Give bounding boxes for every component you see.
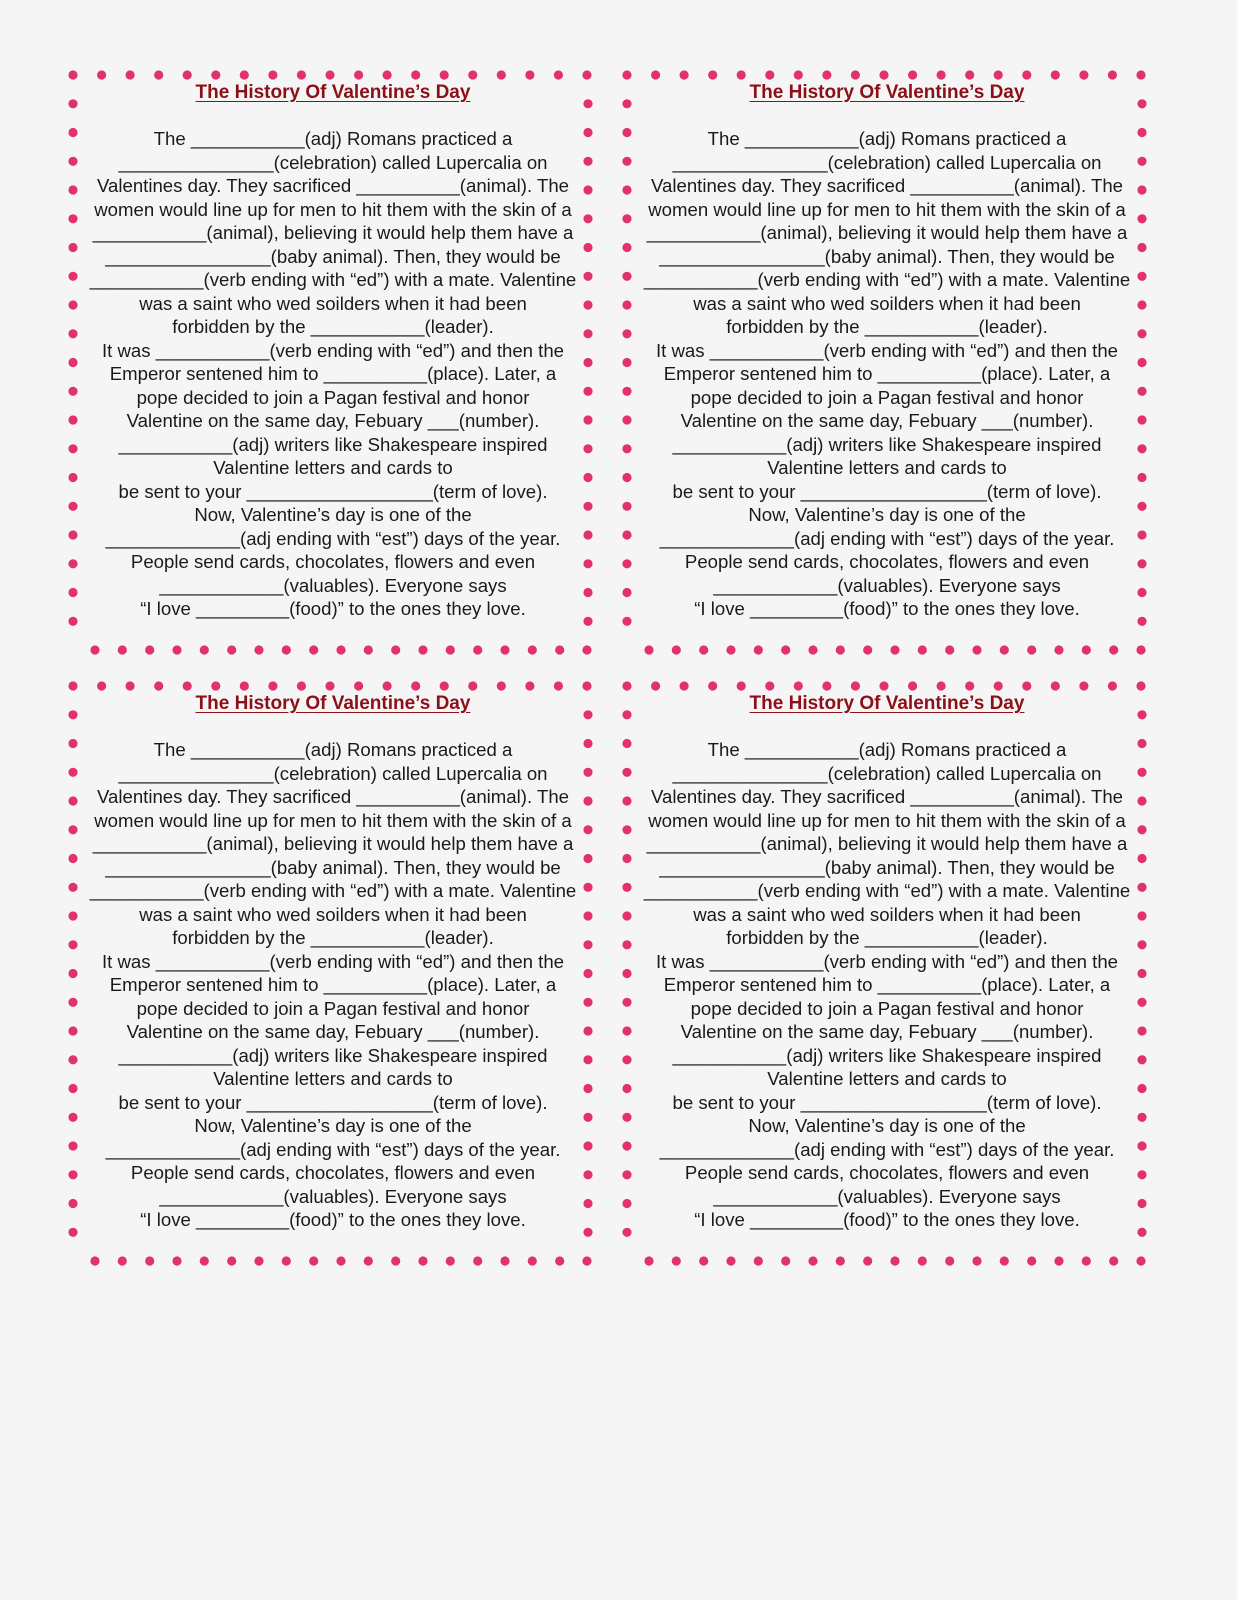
border-dot [965,681,974,690]
border-dot [1027,645,1036,654]
border-dot [309,645,318,654]
text-line: Valentine letters and cards to [213,1068,453,1089]
text-line: ___________(animal), believing it would help them have a [646,833,1128,854]
text-line: _____________(adj ending with “est”) days of the year. [659,1138,1115,1160]
border-dot [918,645,927,654]
border-dot [473,1256,482,1265]
border-dot [972,645,981,654]
border-dot [555,1256,564,1265]
border-dot [1082,645,1091,654]
border-dot [781,645,790,654]
text-line: Now, Valentine’s day is one of the [748,1115,1026,1136]
border-dot [863,1256,872,1265]
border-dot [794,70,803,79]
text-line: Valentines day. They sacrificed __________(animal). The [650,786,1123,807]
text-line: women would line up for men to hit them with the skin of a [648,809,1126,831]
border-dot [879,70,888,79]
text-line: Valentines day. They sacrificed __________(animal). The [96,175,569,196]
border-dot [154,681,163,690]
border-dot [1136,70,1145,79]
border-dot [765,681,774,690]
text-line: People send cards, chocolates, flowers and even [130,1162,536,1183]
border-dot [126,70,135,79]
border-dot [863,645,872,654]
border-dot [354,681,363,690]
card-title: The History Of Valentine’s Day [195,693,471,714]
border-dot [383,70,392,79]
border-dot [765,70,774,79]
card-body [624,127,1150,621]
text-line: forbidden by the ___________(leader). [726,316,1048,337]
text-line: women would line up for men to hit them with the skin of a [94,809,572,831]
border-dot [672,1256,681,1265]
border-dot [254,645,263,654]
border-dot [836,1256,845,1265]
border-dot [1079,681,1088,690]
border-dot [525,70,534,79]
text-line: pope decided to join a Pagan festival and honor [690,386,1084,408]
border-dot [497,70,506,79]
border-dot [1079,70,1088,79]
border-dot [528,645,537,654]
border-dot [282,1256,291,1265]
text-line: was a saint who wed soilders when it had been [693,292,1081,314]
text-line: Valentine on the same day, Febuary ___(number). [126,410,540,431]
border-dot [945,1256,954,1265]
border-dot [97,70,106,79]
border-dot [1054,1256,1063,1265]
border-dot [582,1256,591,1265]
border-dot [268,70,277,79]
text-line: Now, Valentine’s day is one of the [748,504,1026,525]
border-dot [297,70,306,79]
border-dot [364,1256,373,1265]
text-line: _____________(adj ending with “est”) days of the year. [659,527,1115,549]
border-dot [699,645,708,654]
border-dot [908,681,917,690]
text-line: “I love _________(food)” to the ones they love. [140,598,526,619]
border-dot [440,70,449,79]
text-line: The ___________(adj) Romans practiced a [153,739,513,760]
text-line: pope decided to join a Pagan festival and honor [136,386,530,408]
text-line: It was ___________(verb ending with “ed”) and then the [101,339,565,361]
border-dot [1108,70,1117,79]
border-dot [644,645,653,654]
border-dot [227,645,236,654]
text-line: Valentines day. They sacrificed __________(animal). The [650,175,1123,196]
border-dot [1109,1256,1118,1265]
border-dot [227,1256,236,1265]
border-dot [1027,1256,1036,1265]
border-dot [154,70,163,79]
text-line: pope decided to join a Pagan festival and honor [690,997,1084,1019]
border-dot [309,1256,318,1265]
border-dot [145,1256,154,1265]
text-line: be sent to your __________________(term of love). [672,480,1102,502]
border-dot [808,1256,817,1265]
border-dot [446,1256,455,1265]
border-dot [1109,645,1118,654]
text-line: _______________(celebration) called Lupercalia on [672,762,1102,784]
text-line: ___________(verb ending with “ed”) with a mate. Valentine [89,880,577,901]
text-line: ___________(adj) writers like Shakespeare inspired [118,433,548,455]
text-line: ___________(adj) writers like Shakespeare inspired [672,433,1102,455]
text-line: was a saint who wed soilders when it had been [139,903,527,925]
border-dot [994,70,1003,79]
border-dot [325,681,334,690]
border-dot [1051,70,1060,79]
border-dot [1082,1256,1091,1265]
border-dot [622,70,631,79]
border-dot [254,1256,263,1265]
border-dot [937,681,946,690]
text-line: “I love _________(food)” to the ones they love. [694,598,1080,619]
text-line: Valentine letters and cards to [767,1068,1007,1089]
text-line: Emperor sentened him to __________(place). Later, a [663,974,1111,995]
border-dot [672,645,681,654]
border-dot [446,645,455,654]
border-dot [708,681,717,690]
border-dot [118,1256,127,1265]
border-dot [972,1256,981,1265]
text-line: _______________(celebration) called Lupercalia on [118,151,548,173]
text-line: It was ___________(verb ending with “ed”) and then the [655,339,1119,361]
border-dot [754,1256,763,1265]
text-line: ___________(animal), believing it would help them have a [92,833,574,854]
card-title: The History Of Valentine’s Day [749,82,1025,103]
border-dot [554,70,563,79]
border-dot [737,70,746,79]
border-dot [126,681,135,690]
border-dot [418,1256,427,1265]
border-dot [781,1256,790,1265]
border-dot [1000,1256,1009,1265]
border-dot [794,681,803,690]
border-dot [822,681,831,690]
text-line: ____________(valuables). Everyone says [713,574,1061,596]
text-line: women would line up for men to hit them with the skin of a [648,198,1126,220]
text-line: The ___________(adj) Romans practiced a [153,128,513,149]
text-line: Valentine on the same day, Febuary ___(number). [126,1021,540,1042]
text-line: ___________(verb ending with “ed”) with a mate. Valentine [89,269,577,290]
border-dot [699,1256,708,1265]
border-dot [965,70,974,79]
border-dot [754,645,763,654]
text-line: The ___________(adj) Romans practiced a [707,128,1067,149]
border-dot [97,681,106,690]
text-line: ________________(baby animal). Then, they would be [105,856,561,878]
border-dot [391,1256,400,1265]
border-dot [411,681,420,690]
text-line: Emperor sentened him to __________(place). Later, a [663,363,1111,384]
border-dot [145,645,154,654]
border-dot [440,681,449,690]
text-line: be sent to your __________________(term of love). [672,1091,1102,1113]
text-line: Valentine letters and cards to [213,457,453,478]
worksheet-card-top-right [622,70,1152,662]
border-dot [1136,645,1145,654]
text-line: _______________(celebration) called Lupercalia on [672,151,1102,173]
border-dot [994,681,1003,690]
text-line: women would line up for men to hit them with the skin of a [94,198,572,220]
text-line: ____________(valuables). Everyone says [159,1185,507,1207]
text-line: _____________(adj ending with “est”) days of the year. [105,1138,561,1160]
text-line: ________________(baby animal). Then, they would be [659,245,1115,267]
border-dot [200,645,209,654]
text-line: People send cards, chocolates, flowers and even [130,551,536,572]
border-dot [1022,681,1031,690]
worksheet-card-bottom-left [68,681,598,1273]
border-dot [391,645,400,654]
text-line: forbidden by the ___________(leader). [726,927,1048,948]
text-line: It was ___________(verb ending with “ed”) and then the [101,950,565,972]
border-dot [644,1256,653,1265]
worksheet-card-bottom-right [622,681,1152,1273]
border-dot [68,681,77,690]
border-dot [879,681,888,690]
border-dot [172,645,181,654]
text-line: ____________(valuables). Everyone says [159,574,507,596]
text-line: Now, Valentine’s day is one of the [194,1115,472,1136]
border-dot [500,1256,509,1265]
border-dot [1108,681,1117,690]
card-title: The History Of Valentine’s Day [195,82,471,103]
border-dot [851,70,860,79]
border-dot [354,70,363,79]
border-dot [211,681,220,690]
text-line: ________________(baby animal). Then, they would be [659,856,1115,878]
border-dot [651,681,660,690]
text-line: ___________(animal), believing it would help them have a [92,222,574,243]
border-dot [708,70,717,79]
text-line: It was ___________(verb ending with “ed”) and then the [655,950,1119,972]
border-dot [497,681,506,690]
border-dot [468,70,477,79]
border-dot [890,1256,899,1265]
text-line: Valentine letters and cards to [767,457,1007,478]
worksheet-card-top-left [68,70,598,662]
text-line: ____________(valuables). Everyone says [713,1185,1061,1207]
border-dot [726,1256,735,1265]
border-dot [908,70,917,79]
text-line: Valentine on the same day, Febuary ___(number). [680,410,1094,431]
border-dot [582,645,591,654]
border-dot [364,645,373,654]
border-dot [528,1256,537,1265]
text-line: The ___________(adj) Romans practiced a [707,739,1067,760]
border-dot [582,70,591,79]
border-dot [1136,1256,1145,1265]
text-line: _____________(adj ending with “est”) days of the year. [105,527,561,549]
border-dot [890,645,899,654]
border-dot [555,645,564,654]
border-dot [651,70,660,79]
border-dot [822,70,831,79]
border-dot [680,681,689,690]
text-line: Valentines day. They sacrificed __________(animal). The [96,786,569,807]
border-dot [68,70,77,79]
border-dot [383,681,392,690]
border-dot [90,645,99,654]
text-line: ________________(baby animal). Then, they would be [105,245,561,267]
border-dot [851,681,860,690]
border-dot [918,1256,927,1265]
border-dot [297,681,306,690]
border-dot [240,70,249,79]
border-dot [172,1256,181,1265]
text-line: Now, Valentine’s day is one of the [194,504,472,525]
border-dot [1051,681,1060,690]
border-dot [336,645,345,654]
border-dot [183,70,192,79]
text-line: Emperor sentened him to __________(place). Later, a [109,363,557,384]
border-dot [726,645,735,654]
text-line: People send cards, chocolates, flowers and even [684,1162,1090,1183]
card-title: The History Of Valentine’s Day [749,693,1025,714]
text-line: Valentine on the same day, Febuary ___(number). [680,1021,1094,1042]
border-dot [1022,70,1031,79]
border-dot [554,681,563,690]
text-line: _______________(celebration) called Lupercalia on [118,762,548,784]
border-dot [622,681,631,690]
border-dot [808,645,817,654]
text-line: “I love _________(food)” to the ones they love. [694,1209,1080,1230]
text-line: People send cards, chocolates, flowers and even [684,551,1090,572]
border-dot [737,681,746,690]
border-dot [473,645,482,654]
border-dot [240,681,249,690]
card-body [624,738,1150,1232]
text-line: ___________(verb ending with “ed”) with a mate. Valentine [643,269,1131,290]
border-dot [1136,681,1145,690]
border-dot [945,645,954,654]
text-line: was a saint who wed soilders when it had been [693,903,1081,925]
text-line: Emperor sentened him to __________(place). Later, a [109,974,557,995]
border-dot [211,70,220,79]
border-dot [1000,645,1009,654]
card-body [70,127,596,621]
text-line: “I love _________(food)” to the ones they love. [140,1209,526,1230]
border-dot [468,681,477,690]
text-line: be sent to your __________________(term of love). [118,480,548,502]
border-dot [500,645,509,654]
border-dot [336,1256,345,1265]
border-dot [268,681,277,690]
border-dot [836,645,845,654]
text-line: pope decided to join a Pagan festival and honor [136,997,530,1019]
border-dot [200,1256,209,1265]
border-dot [418,645,427,654]
border-dot [118,645,127,654]
border-dot [525,681,534,690]
border-dot [680,70,689,79]
border-dot [1054,645,1063,654]
text-line: ___________(adj) writers like Shakespeare inspired [118,1044,548,1066]
border-dot [411,70,420,79]
border-dot [183,681,192,690]
border-dot [325,70,334,79]
text-line: ___________(adj) writers like Shakespeare inspired [672,1044,1102,1066]
border-dot [937,70,946,79]
text-line: ___________(animal), believing it would help them have a [646,222,1128,243]
border-dot [282,645,291,654]
card-body [70,738,596,1232]
border-dot [90,1256,99,1265]
text-line: was a saint who wed soilders when it had been [139,292,527,314]
border-dot [582,681,591,690]
text-line: forbidden by the ___________(leader). [172,316,494,337]
text-line: forbidden by the ___________(leader). [172,927,494,948]
text-line: ___________(verb ending with “ed”) with a mate. Valentine [643,880,1131,901]
text-line: be sent to your __________________(term of love). [118,1091,548,1113]
